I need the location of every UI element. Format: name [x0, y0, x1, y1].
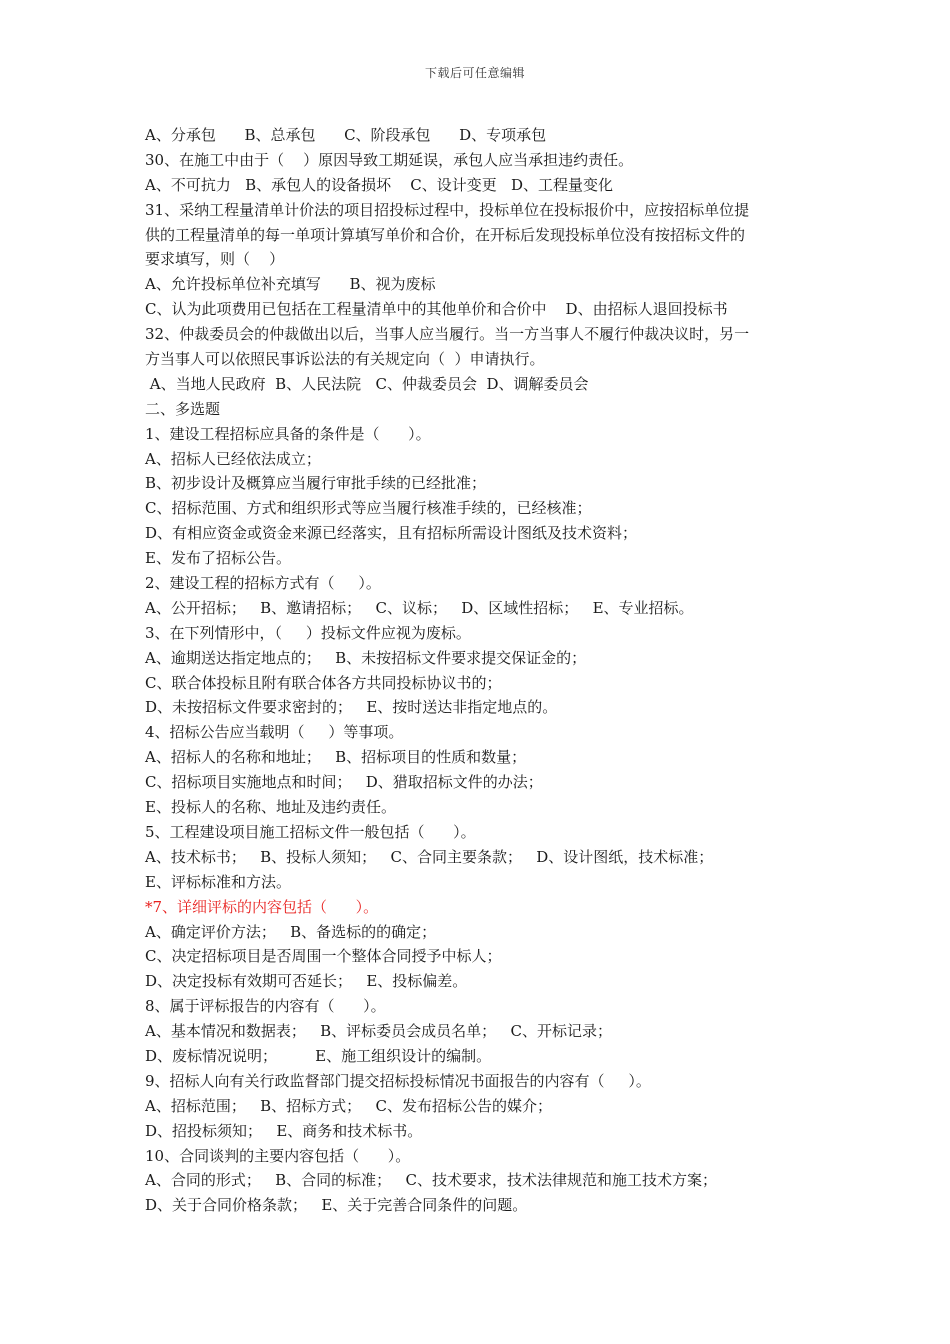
text-line: B、初步设计及概算应当履行审批手续的已经批准；: [145, 474, 487, 493]
text-line: D、招投标须知； E、商务和技术标书。: [145, 1121, 423, 1140]
page-header: 下载后可任意编辑: [424, 66, 525, 80]
text-line: 4、招标公告应当载明（ ）等事项。: [145, 723, 404, 742]
highlighted-question-line: *7、详细评标的内容包括（ ）。: [145, 897, 379, 916]
text-line: 要求填写，则（ ）: [145, 250, 285, 269]
text-line: 8、属于评标报告的内容有（ ）。: [145, 997, 386, 1016]
text-line: 31、采纳工程量清单计价法的项目招投标过程中，投标单位在投标报价中，应按招标单位提: [145, 200, 750, 219]
text-line: 二、多选题: [145, 399, 221, 418]
text-line: 32、仲裁委员会的仲裁做出以后，当事人应当履行。当一方当事人不履行仲裁决议时，另一: [145, 325, 750, 344]
text-line: A、基本情况和数据表； B、评标委员会成员名单； C、开标记录；: [145, 1022, 612, 1041]
text-line: C、联合体投标且附有联合体各方共同投标协议书的；: [145, 673, 502, 692]
text-line: 方当事人可以依照民事诉讼法的有关规定向（ ）申请执行。: [145, 350, 545, 369]
text-line: D、未按招标文件要求密封的； E、按时送达非指定地点的。: [145, 698, 558, 717]
text-line: C、决定招标项目是否周围一个整体合同授予中标人；: [145, 947, 502, 966]
text-line: D、有相应资金或资金来源已经落实，且有招标所需设计图纸及技术资料；: [145, 524, 638, 543]
text-line: A、不可抗力 B、承包人的设备损坏 C、设计变更 D、工程量变化: [145, 175, 614, 194]
text-line: D、废标情况说明； E、施工组织设计的编制。: [145, 1046, 492, 1065]
text-line: A、招标人已经依法成立；: [145, 449, 321, 468]
text-line: D、决定投标有效期可否延长； E、投标偏差。: [145, 972, 468, 991]
text-line: A、技术标书； B、投标人须知； C、合同主要条款； D、设计图纸，技术标准；: [145, 847, 714, 866]
document-body: [145, 123, 820, 1218]
text-line: 供的工程量清单的每一单项计算填写单价和合价，在开标后发现投标单位没有按招标文件的: [145, 225, 746, 244]
text-line: A、逾期送达指定地点的； B、未按招标文件要求提交保证金的；: [145, 648, 587, 667]
text-line: E、发布了招标公告。: [145, 549, 291, 568]
text-line: A、分承包 B、总承包 C、阶段承包 D、专项承包: [145, 126, 547, 144]
text-line: 5、工程建设项目施工招标文件一般包括（ ）。: [145, 822, 476, 841]
text-line: C、招标范围、方式和组织形式等应当履行核准手续的，已经核准；: [145, 499, 592, 518]
text-line: 10、合同谈判的主要内容包括（ ）。: [145, 1146, 411, 1165]
text-line: A、允许投标单位补充填写 B、视为废标: [145, 275, 436, 294]
text-line: 9、招标人向有关行政监督部门提交招标投标情况书面报告的内容有（ ）。: [145, 1071, 651, 1090]
text-line: A、招标人的名称和地址； B、招标项目的性质和数量；: [145, 748, 527, 767]
text-line: A、公开招标； B、邀请招标； C、议标； D、区域性招标； E、专业招标。: [145, 598, 694, 617]
text-line: 2、建设工程的招标方式有（ ）。: [145, 574, 381, 593]
text-line: C、认为此项费用已包括在工程量清单中的其他单价和合价中 D、由招标人退回投标书: [145, 300, 728, 319]
text-line: E、投标人的名称、地址及违约责任。: [145, 798, 396, 817]
text-line: E、评标标准和方法。: [145, 872, 291, 891]
text-line: C、招标项目实施地点和时间； D、猎取招标文件的办法；: [145, 773, 543, 792]
text-line: 1、建设工程招标应具备的条件是（ ）。: [145, 424, 431, 443]
text-line: D、关于合同价格条款； E、关于完善合同条件的问题。: [145, 1196, 528, 1215]
text-line: 30、在施工中由于（ ）原因导致工期延误，承包人应当承担违约责任。: [145, 150, 634, 169]
text-line: 3、在下列情形中，（ ）投标文件应视为废标。: [145, 623, 471, 642]
text-line: A、招标范围； B、招标方式； C、发布招标公告的媒介；: [145, 1096, 552, 1115]
text-line: A、当地人民政府 B、人民法院 C、仲裁委员会 D、调解委员会: [145, 374, 589, 393]
text-line: A、确定评价方法； B、备选标的的确定；: [145, 922, 437, 941]
text-line: A、合同的形式； B、合同的标准； C、技术要求，技术法律规范和施工技术方案；: [145, 1171, 717, 1190]
